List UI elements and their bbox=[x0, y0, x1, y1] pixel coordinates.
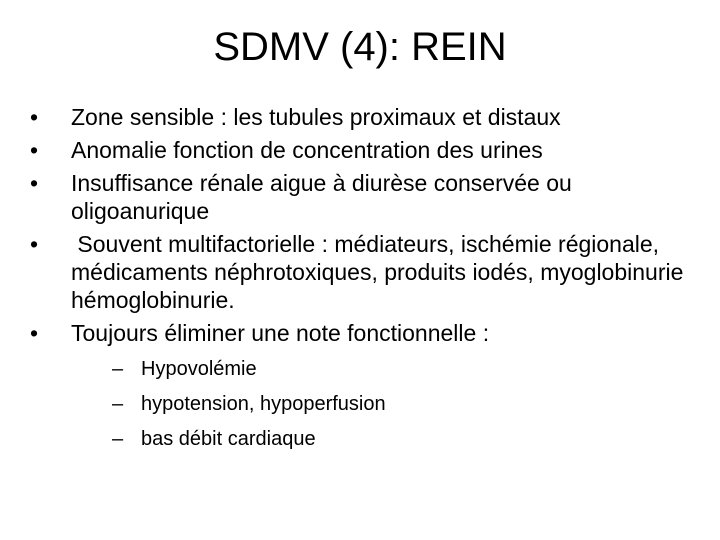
sub-bullet-item bbox=[112, 392, 720, 417]
bullet-item bbox=[30, 136, 710, 164]
bullet-item bbox=[30, 103, 710, 131]
bullet-text: Souvent multifactorielle : médiateurs, ischémie régionale, médicaments néphrotoxiques, produits iodés, myoglobinurie hémoglobinurie. bbox=[71, 231, 690, 313]
sub-bullet-text: hypotension, hypoperfusion bbox=[141, 393, 386, 415]
bullet-marker: • bbox=[30, 320, 39, 346]
bullet-marker: • bbox=[30, 104, 39, 130]
sub-bullet-item bbox=[112, 357, 720, 382]
bullet-list bbox=[30, 103, 710, 462]
bullet-text: Insuffisance rénale aigue à diurèse conservée ou oligoanurique bbox=[71, 170, 572, 224]
bullet-text: Toujours éliminer une note fonctionnelle : bbox=[71, 320, 490, 346]
sub-bullet-marker: – bbox=[112, 393, 124, 415]
sub-bullet-marker: – bbox=[112, 358, 124, 380]
bullet-text: Anomalie fonction de concentration des urines bbox=[71, 137, 543, 163]
sub-bullet-text: Hypovolémie bbox=[141, 358, 257, 380]
slide-title: SDMV (4): REIN bbox=[213, 25, 507, 69]
bullet-marker: • bbox=[30, 231, 39, 257]
bullet-item bbox=[30, 169, 710, 225]
bullet-item bbox=[30, 230, 710, 314]
bullet-marker: • bbox=[30, 170, 39, 196]
sub-bullet-list bbox=[112, 357, 720, 452]
sub-bullet-text: bas débit cardiaque bbox=[141, 428, 316, 450]
bullet-marker: • bbox=[30, 137, 39, 163]
sub-bullet-marker: – bbox=[112, 428, 124, 450]
sub-bullet-item bbox=[112, 427, 720, 452]
bullet-item bbox=[30, 319, 710, 452]
bullet-text: Zone sensible : les tubules proximaux et distaux bbox=[71, 104, 561, 130]
